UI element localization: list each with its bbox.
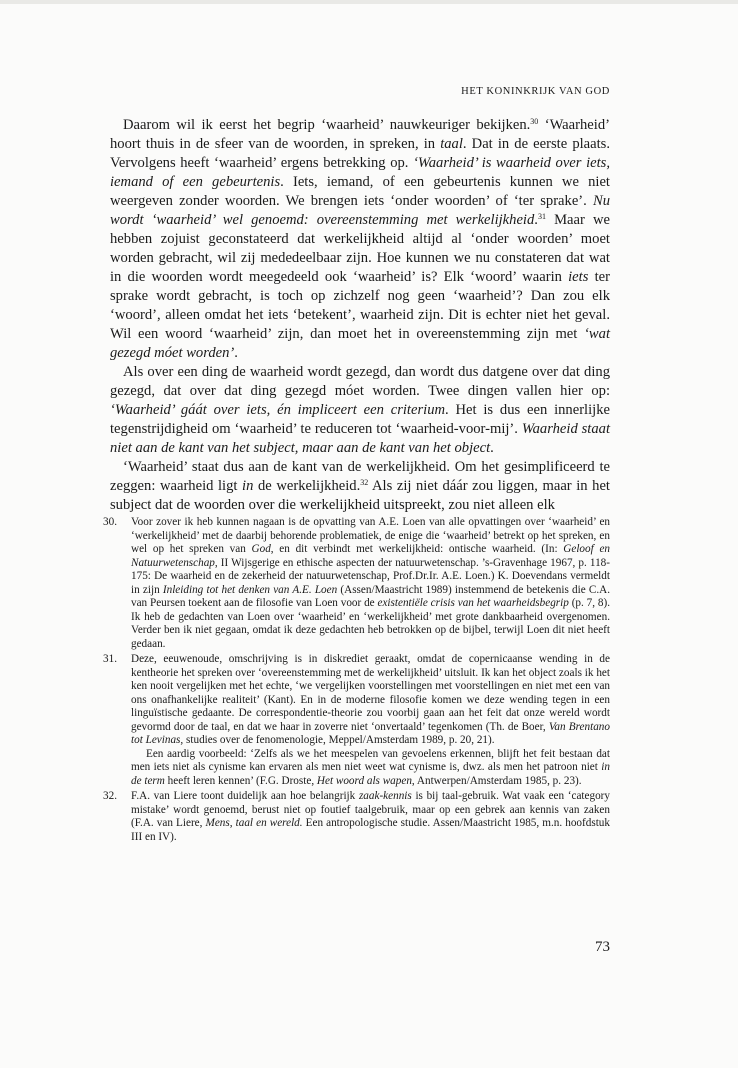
text-run: Voor zover ik heb kunnen nagaan is de opvatting van A.E. Loen van alle opvattingen over ‘waarheid’ en ‘werkelijkheid’ met de daarbij behorende problematiek, de enige die ‘waarheid’ betrekt op het spreken, en wel op het spreken van <box>131 516 610 555</box>
italic-run: Het woord als wapen <box>316 774 412 787</box>
footnote-text <box>131 516 610 651</box>
footnote-31 <box>103 653 610 788</box>
main-text <box>110 116 610 515</box>
text-run: . Iets, iemand, of een gebeurtenis kunnen we niet weergeven zonder woorden. We brengen iets ‘onder woorden’ of ‘ter sprake’. <box>110 174 610 209</box>
text-run: (Assen/Maastricht 1989) instemmend de betekenis die C.A. van Peursen toekent aan de filosofie van Loen voor de <box>131 583 610 609</box>
text-run: Een antropologische studie. Assen/Maastricht 1985, m.n. hoofdstuk III en IV). <box>131 817 610 843</box>
footnote-number: 31. <box>103 653 117 665</box>
italic-run: ‘wat gezegd móet worden’ <box>110 326 610 361</box>
text-run: is bij taal-gebruik. Wat vaak een ‘category mistake’ wordt genoemd, berust niet op foutief taalgebruik, maar op een gebrek aan kennis van zaken (F.A. van Liere, <box>131 790 610 829</box>
text-run: . Het is dus een innerlijke tegenstrijdigheid om ‘waarheid’ te reduceren tot ‘waarheid-voor-mij’. <box>110 402 610 437</box>
footnotes <box>103 516 610 846</box>
italic-run: Van Brentano tot Levinas, <box>131 720 610 746</box>
page-number: 73 <box>595 939 610 955</box>
italic-run: Inleiding tot het denken van A.E. Loen <box>162 583 338 596</box>
text-run: . <box>534 212 538 228</box>
running-head: HET KONINKRIJK VAN GOD <box>461 86 610 97</box>
text-run: ‘Waarheid’ staat dus aan de kant van de werkelijkheid. Om het gesimplificeerd te zeggen: waarheid ligt <box>110 459 610 494</box>
italic-run: ‘Waarheid’ is waarheid over iets, iemand of een gebeurtenis <box>110 155 610 190</box>
text-run: , en dit verbindt met werkelijkheid: ontische waarheid. (In: <box>270 543 564 555</box>
footnote-ref-30[interactable]: 30 <box>530 117 539 126</box>
text-run: Daarom wil ik eerst het begrip ‘waarheid’ nauwkeuriger bekijken. <box>123 117 531 133</box>
text-run: (p. 7, 8). Ik heb de gedachten van Loen over ‘waarheid’ en ‘werkelijkheid’ met grote dankbaarheid overgenomen. Verder ben ik niet gegaan, omdat ik deze gedachten heb betrokken op de bijbel, terwijl Loen dit niet heeft gedaan. <box>131 597 611 650</box>
text-run: , Antwerpen/Amsterdam 1985, p. 23). <box>411 774 582 787</box>
text-run: Als over een ding de waarheid wordt gezegd, dan wordt dus datgene over dat ding gezegd, dat over dat ding gezegd móet worden. Twee dingen vallen hier op: <box>110 364 610 399</box>
italic-run: Nu wordt ‘waarheid’ wel genoemd: overeenstemming met werkelijkheid <box>110 193 610 228</box>
italic-run: in de term <box>131 761 610 787</box>
italic-run: existentiële crisis van het waarheidsbegrip <box>377 597 569 609</box>
footnote-number: 32. <box>103 790 117 802</box>
text-run: de werkelijkheid. <box>253 478 361 494</box>
footnote-text <box>131 790 610 844</box>
text-run: Een aardig voorbeeld: ‘Zelfs als we het meespelen van gevoelens erkennen, blijft het feit bestaan dat men iets niet als cynisme kan ervaren als men niet weet wat cynisme is, dwz. als men het patroon niet <box>131 747 610 773</box>
paragraph-3 <box>110 458 610 515</box>
footnote-text <box>131 653 610 788</box>
scan-edge <box>0 0 738 4</box>
text-run: ‘Waarheid’ hoort thuis in de sfeer van de woorden, in spreken, in <box>110 117 610 152</box>
text-run: . <box>490 440 494 456</box>
italic-run: taal <box>440 136 463 152</box>
italic-run: iets <box>568 269 589 285</box>
text-run: F.A. van Liere toont duidelijk aan hoe belangrijk <box>131 790 359 802</box>
text-run: Als zij niet dáár zou liggen, maar in het subject dat de woorden over die werkelijkheid uitspreekt, zou niet alleen elk <box>110 478 610 513</box>
italic-run: Waarheid staat niet aan de kant van het subject, maar aan de kant van het object <box>110 421 611 456</box>
text-run: , II Wijsgerige en ethische aspecten der natuurwetenschap. ’s-Gravenhage 1967, p. 118-175: De waarheid en de zekerheid der natuurwetenschap, Prof.Dr.Ir. A.E. Loen.) K. Doevendans vermeldt in zijn <box>131 556 610 596</box>
italic-run: zaak-kennis <box>358 790 412 802</box>
footnote-32 <box>103 790 610 844</box>
text-run: Deze, eeuwenoude, omschrijving is in diskrediet geraakt, omdat de copernicaanse wending in de kentheorie het spreken over ‘overeenstemming met de werkelijkheid’ uitsluit. Ik kan het object zoals ik het ken nooit vergelijken met het echte, ‘we vergelijken voorstellingen met voorstellingen en niet met een van ons onafhankelijke realiteit’ (Kant). En in de moderne filosofie komen we deze wending tegen in een linguïstische gedaante. De correspondentie-theorie zou voorbij gaan aan het feit dat onze wereld wordt gevormd door de taal, en dat we haar in zoverre niet ‘onvertaald’ tegenkomen (Th. de Boer, <box>131 653 610 733</box>
footnote-ref-32[interactable]: 32 <box>360 478 369 487</box>
text-run: Maar we hebben zojuist geconstateerd dat werkelijkheid altijd al ‘onder woorden’ moet worden gebracht, wil zij mededeelbaar zijn. Hoe kunnen we nu constateren dat wat in die woorden wordt meegedeeld ook ‘waarheid’ is? Elk ‘woord’ waarin <box>110 212 611 285</box>
footnote-number: 30. <box>103 516 117 528</box>
italic-run: in <box>242 478 254 494</box>
text-run: heeft leren kennen’ (F.G. Droste, <box>164 774 317 787</box>
paragraph-2 <box>110 363 610 458</box>
italic-run: Geloof en Natuurwetenschap <box>131 543 611 569</box>
text-run: ter sprake wordt gebracht, is toch op zichzelf nog geen ‘waarheid’? Dan zou elk ‘woord’, alleen omdat het iets ‘betekent’, waarheid zijn. Dit is echter niet het geval. Wil een woord ‘waarheid’ zijn, dan moet het in overeenstemming zijn met <box>110 269 610 342</box>
text-run: studies over de fenomenologie, Meppel/Amsterdam 1989, p. 20, 21). <box>183 734 495 746</box>
paragraph-1 <box>110 116 610 363</box>
italic-run: Mens, taal en wereld. <box>205 817 303 829</box>
footnote-ref-31[interactable]: 31 <box>537 212 546 221</box>
italic-run: ‘Waarheid’ gáát over iets, én impliceert een criterium <box>110 402 446 418</box>
text-run: . <box>234 345 238 361</box>
footnote-30 <box>103 516 610 651</box>
text-run: . Dat in de eerste plaats. Vervolgens heeft ‘waarheid’ ergens betrekking op. <box>110 136 611 171</box>
italic-run: God <box>251 543 271 555</box>
